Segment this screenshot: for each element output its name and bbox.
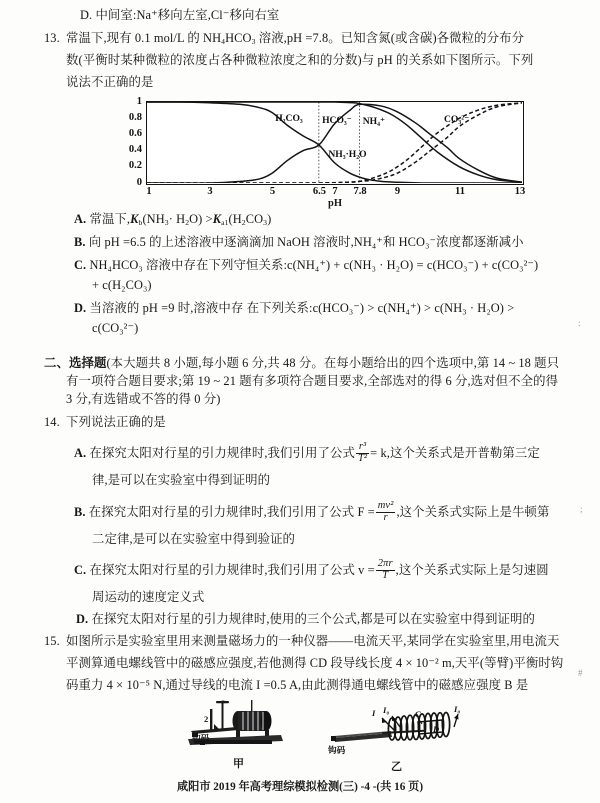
chart-ytick-0.4: 0.4 <box>128 144 142 156</box>
page-footer: 咸阳市 2019 年高考理综模拟检测(三) -4 -(共 16 页) <box>176 781 424 793</box>
q13-option-a-t5: (H <box>228 212 242 226</box>
q13-option-a: A. 常温下$,K_b(NH_3\cdot H_2O) >K_{a1}(H_2CO_3)$ <box>74 212 272 228</box>
q14-option-c-cont: 周运动的速度定义式 <box>92 590 205 604</box>
chart-y-axis-labels <box>106 95 144 188</box>
q13-option-a-label: A. <box>74 212 87 226</box>
q13-option-a-t1: 常温下, <box>89 212 131 226</box>
chart-ytick-0.8: 0.8 <box>128 111 142 123</box>
q13-option-d-cont: c(CO₃²⁻) <box>92 321 139 335</box>
q14-option-a-post: = k,这个关系式是开普勒第三定 <box>370 446 540 461</box>
q14-formula-c <box>376 559 395 581</box>
q13-stem-line3: 说法不正确的是 <box>66 75 154 89</box>
current-balance-figure <box>186 700 486 772</box>
q14-option-d-text: 在探究太阳对行星的引力规律时,使用的三个公式,都是可以在实验室中得到证明的 <box>91 612 536 626</box>
q14-formula-c-num: 2πr <box>377 558 393 569</box>
chart-label-HCO₃⁻: HCO₃⁻ <box>322 114 352 126</box>
figure-label-I0-left: I₀ <box>383 705 390 715</box>
chart-xtick-5: 5 <box>269 186 276 197</box>
q14-option-a-label: A. <box>74 446 87 461</box>
q14-option-a-cont: 律,是可以在实验室中得到证明的 <box>92 473 271 487</box>
q13-option-c <box>74 258 538 273</box>
distribution-chart <box>128 95 528 209</box>
q14-option-c-post: ,这个关系式实际上是匀速圆 <box>395 563 549 578</box>
chart-ytick-0.6: 0.6 <box>128 127 142 139</box>
q14-formula-a <box>356 442 369 464</box>
q15-stem-line1: 如图所示是实验室里用来测量磁场力的一种仪器——电流天平,某同学在实验室里,用电流天 <box>66 634 560 648</box>
figure-caption-left: 甲 <box>233 758 244 770</box>
q15-stem-line3: 码重力 4 × 10⁻⁵ N,通过导线的电流 I =0.5 A,由此测得通电螺线管中的磁感应强度 B 是 <box>66 678 529 692</box>
apparatus-drawing <box>186 700 486 772</box>
q14-option-b-label: B. <box>74 505 86 520</box>
q14-formula-b-den: r <box>376 512 396 524</box>
q14-option-d-label: D. <box>76 612 89 626</box>
q14-option-c-label: C. <box>74 563 87 578</box>
q14-formula-a-den: T² <box>357 452 368 464</box>
chart-label-NH₃·H₂O: NH₃·H₂O <box>328 148 367 160</box>
q13-option-a-t2: (NH <box>142 212 165 226</box>
q14-option-b-pre: 在探究太阳对行星的引力规律时,我们引用了公式 F = <box>88 505 375 520</box>
q13-option-b-label: B. <box>74 235 86 249</box>
q15-number: 15. <box>44 634 60 648</box>
chart-ytick-1: 1 <box>136 95 142 107</box>
q13-stem-line2: 数(平衡时某种微粒的浓度占各种微粒浓度之和的分数)与 pH 的关系如下图所示。下列 <box>66 53 534 67</box>
margin-mark-1: : <box>578 318 581 328</box>
q13-stem-line1: 常温下,现有 0.1 mol/L 的 $NH_4HCO_3$ 溶液,pH =7.8。已知含氮(或含碳)各微粒的分布分 <box>66 31 525 47</box>
q14-stem: 下列说法正确的是 <box>66 415 166 429</box>
q14-option-a <box>74 443 540 465</box>
chart-ytick-0.2: 0.2 <box>128 160 142 172</box>
figure-label-I0-right: I₀ <box>454 704 461 714</box>
q13-option-a-t4: O) > <box>189 212 213 226</box>
q15-stem-line2: 平测算通电螺线管中的磁感应强度,若他测得 CD 段导线长度 4 × 10⁻² m,天平(等臂)平衡时钩 <box>66 656 564 670</box>
q13-option-d-label: D. <box>74 301 87 315</box>
q14-option-c <box>74 560 549 582</box>
q14-formula-b-num: mv² <box>377 500 394 511</box>
q13-option-c-line1: NH₄HCO₃ 溶液中存在下列守恒关系:c(NH₄⁺) + c(NH₃ · H₂O) = c(HCO₃⁻) + c(CO₃²⁻) <box>89 258 539 272</box>
section2-desc-line3: 3 分,有选错或不答的得 0 分) <box>66 392 221 406</box>
q12-option-d: D. 中间室:Na⁺移向左室,Cl⁻移向右室 <box>80 8 280 22</box>
section2-desc-line1: (本大题共 8 小题,每小题 6 分,共 48 分。在每小题给出的四个选项中,第 14 ~ 18 题只 <box>106 356 560 370</box>
chart-x-axis-title: pH <box>327 198 342 209</box>
chart-ytick-0: 0 <box>136 176 142 188</box>
chart-plot-area <box>146 101 524 185</box>
q13-option-b-text: 向 pH =6.5 的上述溶液中逐滴滴加 NaOH 溶液时,NH₄⁺和 HCO₃⁻浓度都逐渐减小 <box>88 235 524 249</box>
chart-label-H₂CO₃: H₂CO₃ <box>275 113 303 125</box>
chart-xtick-1: 1 <box>146 186 152 197</box>
figure-label-2: 2 <box>204 714 209 724</box>
q13-stem-b: HCO <box>225 31 252 45</box>
chart-xtick-6.5: 6.5 <box>312 186 326 197</box>
margin-mark-2: ; <box>580 504 583 514</box>
q14-option-a-pre: 在探究太阳对行星的引力规律时,我们引用了公式 <box>89 446 355 461</box>
chart-xtick-3: 3 <box>207 186 213 197</box>
margin-mark-3: # <box>578 668 583 678</box>
q14-formula-c-den: T <box>376 570 395 582</box>
q14-option-b-post: ,这个关系式实际上是牛顿第 <box>396 505 550 520</box>
q13-option-a-t7: ) <box>267 212 272 226</box>
chart-xtick-7.8: 7.8 <box>353 186 367 197</box>
q13-option-d <box>74 301 514 316</box>
figure-hook-weight-right-label: 钩码 <box>328 745 346 755</box>
q14-formula-a-num: r³ <box>358 441 367 452</box>
q14-formula-b <box>376 501 396 523</box>
q13-option-a-t6: CO <box>245 212 264 226</box>
q13-stem-a: 常温下,现有 0.1 mol/L 的 NH <box>66 31 222 45</box>
chart-xtick-13: 13 <box>514 186 526 197</box>
chart-label-CO₃²⁻: CO₃²⁻ <box>443 114 470 125</box>
q13-option-c-cont: + c(H₂CO₃) <box>92 278 152 292</box>
chart-label-NH₄⁺: NH₄⁺ <box>362 116 386 128</box>
q14-option-b-cont: 二定律,是可以在实验室中得到验证的 <box>92 532 296 546</box>
q13-number: 13. <box>44 31 60 45</box>
q13-option-d-line1: 当溶液的 pH =9 时,溶液中存 在下列关系:c(HCO₃⁻) > c(NH₄⁺) > c(NH₃ · H₂O) > <box>89 301 515 315</box>
chart-xtick-9: 9 <box>394 186 401 197</box>
section2-title: 二、选择题 <box>44 356 107 370</box>
figure-caption-right: 乙 <box>391 761 402 773</box>
section2-header <box>44 356 559 371</box>
q13-stem-c: 溶液,pH =7.8。已知含氮(或含碳)各微粒的分布分 <box>258 31 525 45</box>
chart-xtick-11: 11 <box>455 186 465 197</box>
chart-xtick-7: 7 <box>332 186 338 197</box>
q13-option-c-label: C. <box>74 258 87 272</box>
q14-option-d <box>76 612 535 627</box>
q13-option-a-t3: · H <box>168 212 186 226</box>
q13-option-b <box>74 235 524 250</box>
q14-number: 14. <box>44 415 60 429</box>
figure-hook-weight-left-label: 钩码 <box>192 733 210 743</box>
figure-label-D: D <box>433 724 440 734</box>
q14-option-c-pre: 在探究太阳对行星的引力规律时,我们引用了公式 v = <box>89 563 375 578</box>
figure-label-I: I <box>372 708 376 718</box>
q14-option-b <box>74 502 550 524</box>
section2-desc-line2: 有一项符合题目要求;第 19 ~ 21 题有多项符合题目要求,全部选对的得 6 分,选对但不全的得 <box>66 374 559 388</box>
figure-label-C: C <box>415 709 421 719</box>
